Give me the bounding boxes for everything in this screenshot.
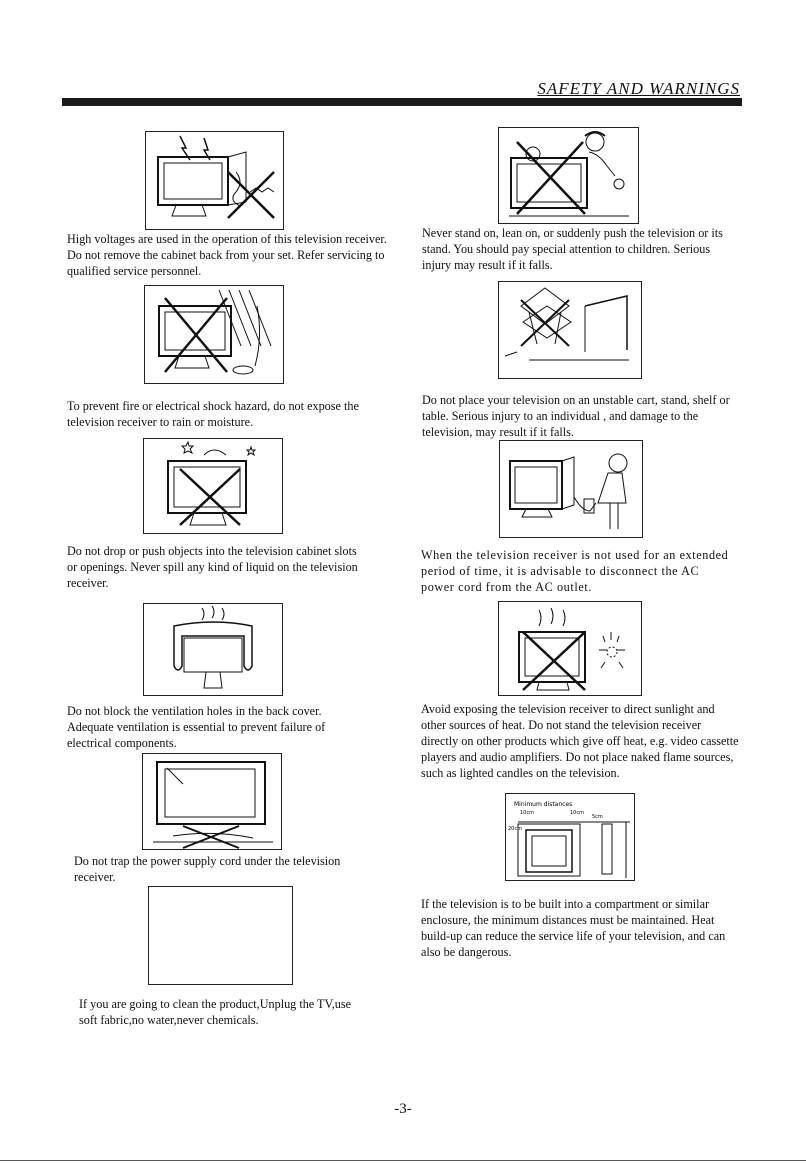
cleaning-image-placeholder (148, 886, 293, 985)
warning-text-heat: Avoid exposing the television receiver to direct sunlight and other sources of heat. Do not stand the television receiver directly on other products which give off heat, e.g. video cassette players and audio amplifiers. Do not place naked flame sources, such as lighted candles on the television. (421, 702, 739, 780)
unstable-cart-illustration (498, 281, 642, 379)
bottom-border (0, 1160, 806, 1161)
warning-text-stand: Never stand on, lean on, or suddenly push the television or its stand. You should pay special attention to children. Serious injury may result if it falls. (422, 226, 723, 272)
heat-sunlight-illustration (498, 601, 642, 696)
warning-text-unplug: When the television receiver is not used for an extended period of time, it is advisable to disconnect the AC power cord from the AC outlet. (421, 548, 729, 594)
clearance-label-side: 10cm (570, 810, 584, 816)
warning-text-cleaning: If you are going to clean the product,Unplug the TV,use soft fabric,no water,never chemicals. (79, 997, 352, 1027)
child-push-illustration (498, 127, 639, 224)
clearance-label-left: 20cm (508, 826, 522, 832)
clearance-diagram (505, 793, 635, 881)
clearance-label-top: 10cm (520, 810, 534, 816)
clearance-label-back: 5cm (592, 814, 603, 820)
warning-text-rain: To prevent fire or electrical shock hazard, do not expose the television receiver to rain or moisture. (67, 399, 359, 429)
clearance-title: Minimum distances (514, 801, 573, 808)
high-voltage-illustration (145, 131, 284, 230)
section-title: SAFETY AND WARNINGS (537, 79, 740, 98)
warning-text-high-voltage: High voltages are used in the operation of this television receiver. Do not remove the cabinet back from your set. Refer servicing to qualified service personnel. (67, 232, 387, 278)
header-rule (62, 98, 742, 106)
warning-text-cart: Do not place your television on an unstable cart, stand, shelf or table. Serious injury to an individual , and damage to the television, may result if it falls. (422, 393, 730, 439)
warning-text-ventilation: Do not block the ventilation holes in the back cover. Adequate ventilation is essential to prevent failure of electrical components. (67, 704, 326, 750)
rain-moisture-illustration (144, 285, 284, 384)
unplug-illustration (499, 440, 643, 538)
power-cord-illustration (142, 753, 282, 850)
ventilation-illustration (143, 603, 283, 696)
warning-text-objects: Do not drop or push objects into the television cabinet slots or openings. Never spill any kind of liquid on the television receiver. (67, 544, 358, 590)
objects-liquid-illustration (143, 438, 283, 534)
page-number: -3- (394, 1101, 412, 1117)
warning-text-cord: Do not trap the power supply cord under the television receiver. (74, 854, 341, 884)
warning-text-enclosure: If the television is to be built into a compartment or similar enclosure, the minimum distances must be maintained. Heat build-up can reduce the service life of your television, and can also be dangerous. (421, 897, 726, 959)
